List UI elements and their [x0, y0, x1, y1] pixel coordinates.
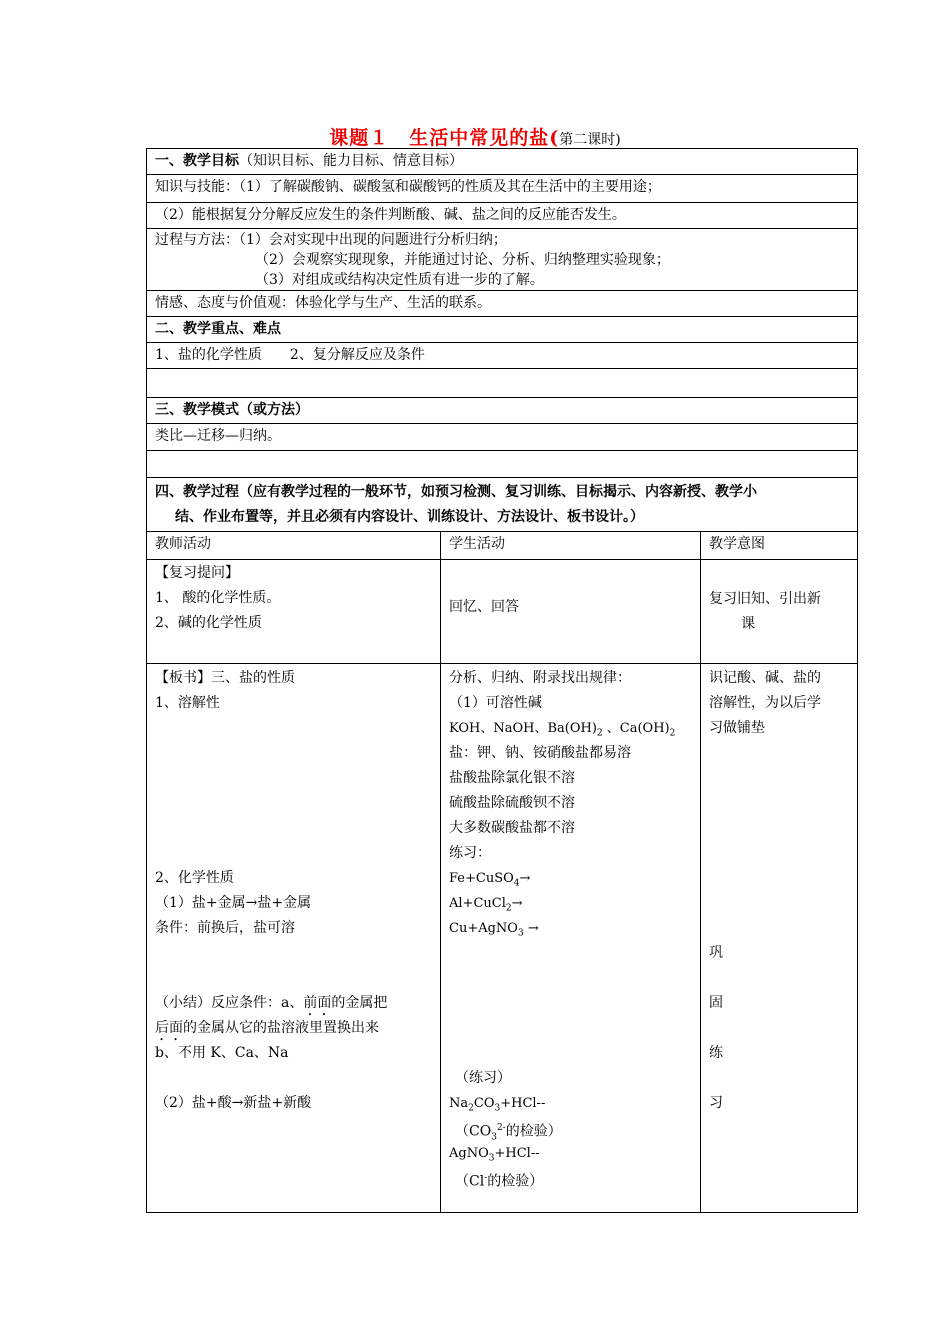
formula-sub: 3	[488, 1153, 495, 1164]
objectives-heading-note: （知识目标、能力目标、情意目标）	[239, 153, 463, 169]
row2-student-line	[449, 716, 692, 741]
mode-heading: 三、教学模式（或方法）	[155, 402, 309, 418]
col-header-student: 学生活动	[441, 532, 701, 560]
formula-text: AgNO	[449, 1146, 489, 1161]
col-header-intent: 教学意图	[701, 532, 858, 560]
empty-row-1	[147, 369, 858, 398]
row2-student-line: （练习）	[455, 1070, 511, 1086]
row2-student	[441, 664, 701, 1213]
formula-sub: 3	[494, 1103, 501, 1114]
row1-teacher-line: 【复习提问】	[155, 565, 239, 581]
row2-student-line: 盐酸盐除氯化银不溶	[449, 770, 575, 786]
formula-text: Al+CuCl	[449, 896, 506, 911]
formula-text: Fe+CuSO	[449, 871, 514, 886]
row1-student	[441, 560, 701, 664]
row2-intent-line: 习做铺垫	[709, 720, 765, 736]
formula-text: CO	[473, 1096, 495, 1111]
page-title	[0, 123, 950, 150]
mode-content-cell	[147, 424, 858, 451]
formula-sub: 2	[669, 728, 676, 739]
knowledge-label: 知识与技能：	[155, 179, 239, 195]
formula-text: 、Ca(OH)	[602, 721, 670, 736]
row2-student-line: 大多数碳酸盐都不溶	[449, 820, 575, 836]
process-item-3: （3）对组成或结构决定性质有进一步的了解。	[255, 272, 544, 288]
knowledge-item-2: （2）能根据复分分解反应发生的条件判断酸、碱、盐之间的反应能否发生。	[155, 207, 626, 223]
summary-text: 的金属从它的盐溶液里置换出来	[183, 1020, 379, 1036]
row2-intent	[701, 664, 858, 1213]
row2-teacher-line: （2）盐+酸→新盐+新酸	[155, 1095, 312, 1111]
formula-sub: 3	[491, 1132, 497, 1143]
mode-heading-cell	[147, 398, 858, 424]
formula-sub: 2	[505, 903, 512, 914]
row1-teacher-line: 1、 酸的化学性质。	[155, 590, 281, 606]
row2-student-line: 分析、归纳、附录找出规律：	[449, 670, 631, 686]
row2-teacher	[147, 664, 441, 1213]
knowledge-row-2	[147, 203, 858, 229]
process-label: 过程与方法：	[155, 232, 239, 248]
row2-teacher-line: b、不用 K、Ca、Na	[155, 1045, 289, 1061]
formula-text: Cu+AgNO	[449, 921, 518, 936]
row2-student-line: 盐：钾、钠、铵硝酸盐都易溶	[449, 745, 631, 761]
knowledge-item-1: （1）了解碳酸钠、碳酸氢和碳酸钙的性质及其在生活中的主要用途；	[239, 179, 661, 195]
summary-text: 的金属把	[331, 995, 388, 1011]
summary-text: （小结）反应条件：a、	[155, 995, 304, 1011]
formula-text: +HCl--	[494, 1146, 540, 1161]
objectives-heading-cell	[147, 149, 858, 175]
summary-emphasis: 前面	[303, 995, 332, 1011]
mode-content: 类比—迁移—归纳。	[155, 428, 281, 444]
emotion-row	[147, 291, 858, 317]
formula-sub: 2	[468, 1103, 474, 1114]
row1-teacher	[147, 560, 441, 664]
row2-teacher-line: 2、化学性质	[155, 870, 234, 886]
row2-intent-vertical: 习	[709, 1095, 723, 1111]
process-item-2: （2）会观察实现现象，并能通过讨论、分析、归纳整理实验现象；	[255, 252, 670, 268]
process-heading-cell	[147, 478, 858, 532]
keypoints-heading-cell	[147, 317, 858, 343]
formula-text: 的检验）	[505, 1123, 562, 1140]
formula-text: →	[523, 921, 539, 936]
empty-row-2	[147, 451, 858, 478]
row2-student-line	[449, 1091, 692, 1116]
lesson-plan-table	[146, 148, 858, 1213]
row1-intent-line-2: 课	[741, 616, 755, 632]
row2-student-line	[449, 916, 692, 1066]
formula-text: +HCl--	[500, 1096, 546, 1111]
formula-sub: 3	[517, 928, 524, 939]
keypoints-content-cell	[147, 343, 858, 369]
row1-intent	[701, 560, 858, 664]
keypoints-content: 1、盐的化学性质 2、复分解反应及条件	[155, 347, 425, 363]
formula-text: （Cl	[455, 1173, 485, 1190]
row2-teacher-line: （1）盐+金属→盐+金属	[155, 895, 312, 911]
process-row	[147, 229, 858, 291]
formula-text: →	[519, 871, 531, 886]
formula-sup: -	[484, 1173, 488, 1183]
process-heading-line-1: 四、教学过程（应有教学过程的一般环节，如预习检测、复习训练、目标揭示、内容新授、教学小	[155, 484, 757, 500]
formula-sub: 2	[596, 728, 603, 739]
row1-teacher-line: 2、碱的化学性质	[155, 615, 262, 631]
emotion-text: 情感、态度与价值观：体验化学与生产、生活的联系。	[155, 295, 491, 311]
row1-intent-line-1: 复习旧知、引出新	[709, 591, 821, 607]
row2-intent-vertical: 固	[709, 995, 723, 1011]
row2-student-line	[449, 866, 692, 891]
keypoints-heading: 二、教学重点、难点	[155, 321, 281, 337]
formula-text: （CO	[455, 1123, 492, 1140]
process-item-1: （1）会对实现中出现的问题进行分析归纳；	[239, 232, 507, 248]
row2-student-line: （1）可溶性碱	[449, 695, 542, 711]
formula-text: →	[511, 896, 523, 911]
row2-student-line	[449, 1116, 692, 1141]
row2-teacher-line	[155, 1016, 432, 1041]
title-sub: 第二课时)	[559, 132, 621, 148]
process-heading-line-2: 结、作业布置等，并且必须有内容设计、训练设计、方法设计、板书设计。）	[175, 509, 644, 525]
row2-intent-vertical: 练	[709, 1045, 723, 1061]
row2-teacher-line: 【板书】三、盐的性质	[155, 670, 295, 686]
row1-student-text: 回忆、回答	[449, 599, 519, 615]
row2-intent-vertical: 巩	[709, 945, 723, 961]
row2-intent-line: 识记酸、碱、盐的	[709, 670, 821, 686]
formula-text: Na	[449, 1096, 469, 1111]
row2-student-line: 硫酸盐除硫酸钡不溶	[449, 795, 575, 811]
objectives-heading: 一、教学目标	[155, 153, 239, 169]
formula-sup: 2-	[496, 1123, 506, 1133]
row2-teacher-line	[155, 991, 432, 1016]
row2-teacher-line: 条件：前换后，盐可溶	[155, 920, 295, 936]
knowledge-row-1	[147, 175, 858, 203]
formula-sub: 4	[513, 878, 520, 889]
formula-text: KOH、NaOH、Ba(OH)	[449, 721, 597, 736]
row2-student-line: 练习：	[449, 845, 491, 861]
row2-intent-line: 溶解性，为以后学	[709, 695, 821, 711]
title-main: 课题１ 生活中常见的盐(	[329, 127, 560, 149]
row2-student-line	[449, 1141, 692, 1166]
formula-text: 的检验）	[487, 1173, 544, 1190]
summary-emphasis: 后面	[155, 1020, 183, 1036]
row2-teacher-line: 1、溶解性	[155, 695, 220, 711]
col-header-teacher: 教师活动	[147, 532, 441, 560]
row2-student-line	[449, 891, 692, 916]
row2-student-line	[449, 1166, 692, 1191]
